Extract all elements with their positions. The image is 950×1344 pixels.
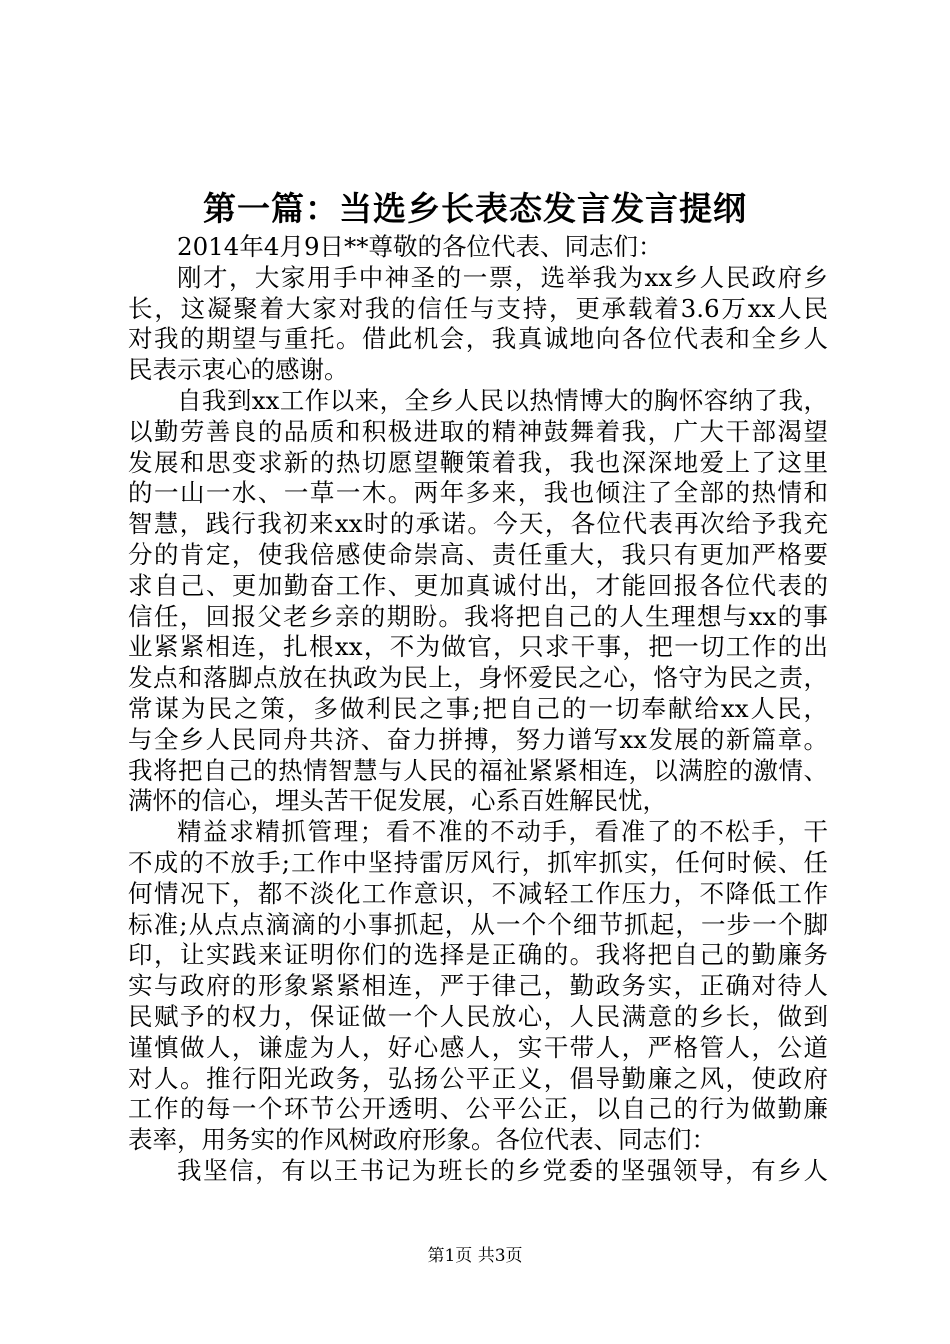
page-footer: 第1页 共3页	[427, 1246, 523, 1266]
document-body	[128, 232, 828, 1187]
body-line: 的一山一水、一草一木。两年多来，我也倾注了全部的热情和	[128, 478, 828, 508]
body-line: 业紧紧相连，扎根xx，不为做官，只求干事，把一切工作的出	[128, 632, 828, 662]
body-line: 精益求精抓管理；看不准的不动手，看准了的不松手，干	[177, 817, 828, 847]
body-line: 求自己、更加勤奋工作、更加真诚付出，才能回报各位代表的	[128, 570, 828, 600]
body-line: 常谋为民之策，多做利民之事;把自己的一切奉献给xx人民，	[128, 693, 828, 723]
body-line: 民表示衷心的感谢。	[128, 355, 349, 385]
body-line: 对我的期望与重托。借此机会，我真诚地向各位代表和全乡人	[128, 324, 828, 354]
body-line: 信任，回报父老乡亲的期盼。我将把自己的人生理想与xx的事	[128, 601, 828, 631]
body-line: 实与政府的形象紧紧相连，严于律己，勤政务实，正确对待人	[128, 971, 828, 1001]
document-title: 第一篇：当选乡长表态发言发言提纲	[203, 189, 747, 228]
body-line: 自我到xx工作以来，全乡人民以热情博大的胸怀容纳了我，	[177, 385, 828, 415]
body-line: 与全乡人民同舟共济、奋力拼搏，努力谱写xx发展的新篇章。	[128, 724, 828, 754]
body-line: 标准;从点点滴滴的小事抓起，从一个个细节抓起，一步一个脚	[128, 909, 828, 939]
body-line: 我将把自己的热情智慧与人民的福祉紧紧相连，以满腔的激情、	[128, 755, 828, 785]
body-line: 刚才，大家用手中神圣的一票，选举我为xx乡人民政府乡	[177, 262, 828, 292]
body-line: 智慧，践行我初来xx时的承诺。今天，各位代表再次给予我充	[128, 509, 828, 539]
body-line: 发展和思变求新的热切愿望鞭策着我，我也深深地爱上了这里	[128, 447, 828, 477]
body-line: 谨慎做人，谦虚为人，好心感人，实干带人，严格管人，公道	[128, 1032, 828, 1062]
body-line: 何情况下，都不淡化工作意识，不减轻工作压力，不降低工作	[128, 878, 828, 908]
body-line: 不成的不放手;工作中坚持雷厉风行，抓牢抓实，任何时候、任	[128, 847, 828, 877]
body-line: 我坚信，有以王书记为班长的乡党委的坚强领导，有乡人	[177, 1155, 828, 1185]
body-line: 表率，用务实的作风树政府形象。各位代表、同志们：	[128, 1125, 716, 1155]
body-line: 长，这凝聚着大家对我的信任与支持，更承载着3.6万xx人民	[128, 293, 828, 323]
body-line: 印，让实践来证明你们的选择是正确的。我将把自己的勤廉务	[128, 940, 828, 970]
body-line: 2014年4月9日**尊敬的各位代表、同志们：	[177, 232, 663, 261]
body-line: 发点和落脚点放在执政为民上，身怀爱民之心，恪守为民之责，	[128, 663, 828, 693]
body-line: 工作的每一个环节公开透明、公平公正，以自己的行为做勤廉	[128, 1094, 828, 1124]
body-line: 民赋予的权力，保证做一个人民放心，人民满意的乡长，做到	[128, 1001, 828, 1031]
body-line: 满怀的信心，埋头苦干促发展，心系百姓解民忧，	[128, 786, 667, 816]
body-line: 分的肯定，使我倍感使命崇高、责任重大，我只有更加严格要	[128, 539, 828, 569]
body-line: 对人。推行阳光政务，弘扬公平正义，倡导勤廉之风，使政府	[128, 1063, 828, 1093]
body-line: 以勤劳善良的品质和积极进取的精神鼓舞着我，广大干部渴望	[128, 416, 828, 446]
